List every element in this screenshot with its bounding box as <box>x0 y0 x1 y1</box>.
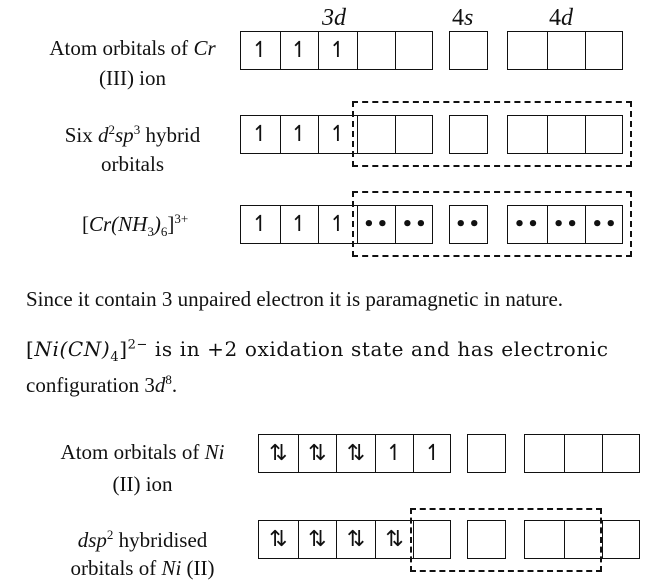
electron-up-icon: ↿ <box>251 212 270 237</box>
electron-pair-icon: ⇅ <box>269 527 288 552</box>
ni-atom-label: Atom orbitals of Ni <box>60 440 225 464</box>
cr-hybrid-label-2: orbitals <box>101 152 164 176</box>
cr-atom-4d-box <box>507 31 623 70</box>
ni-atom-4s-box <box>467 434 506 473</box>
electron-up-icon: ↿ <box>251 122 270 147</box>
hybrid-orbitals-dashed-outline <box>352 101 632 167</box>
empty-orbital <box>547 32 586 69</box>
cr-atom-label-2: (III) ion <box>98 66 167 90</box>
cr-atom-3d-box <box>240 31 433 70</box>
electron-up-icon: ↿ <box>318 206 357 243</box>
ni-hybrid-label: dsp$^2$ hybridised <box>77 527 208 552</box>
electron-up-icon: ↿ <box>280 32 319 69</box>
empty-orbital <box>564 435 603 472</box>
electron-up-icon: ↿ <box>280 116 319 153</box>
electron-up-icon: ↿ <box>280 206 319 243</box>
header-3d: 3d <box>322 5 346 31</box>
electron-pair-icon: ⇅ <box>375 521 414 558</box>
ligand-pair-dots-icon: •• <box>395 206 434 243</box>
electron-pair-icon: ⇅ <box>336 435 375 472</box>
ni-atom-4p-box <box>524 434 640 473</box>
complex-orbitals-dashed-outline <box>352 191 632 257</box>
ni-atom-3d-box <box>258 434 451 473</box>
electron-up-icon: ↿ <box>375 435 414 472</box>
header-4d: 4d <box>549 5 573 31</box>
ligand-pair-dots-icon: •• <box>454 214 482 235</box>
electron-up-icon: ↿ <box>251 38 270 63</box>
empty-orbital <box>357 32 396 69</box>
ni-oxidation-statement: $[Ni(CN)_4]^{2-}$ is in +2 oxidation state and has electronic <box>26 337 609 365</box>
ligand-pair-dots-icon: •• <box>357 206 396 243</box>
empty-orbital <box>585 32 624 69</box>
cr-complex-label: $[Cr(NH_3)_6]^{3+}$ <box>82 211 189 240</box>
dsp2-dashed-outline <box>410 508 602 572</box>
empty-orbital <box>602 521 641 558</box>
cr-atom-4s-box <box>449 31 488 70</box>
cr-hybrid-label: Six $d^2sp^3$ hybrid <box>64 122 201 147</box>
electron-pair-icon: ⇅ <box>269 441 288 466</box>
empty-orbital <box>602 435 641 472</box>
ni-configuration: configuration $3d^8$. <box>26 372 178 397</box>
empty-orbital <box>525 435 564 472</box>
paramagnetic-statement: Since it contain 3 unpaired electron it is paramagnetic in nature. <box>26 287 564 311</box>
ni-hybrid-label-2: orbitals of Ni (II) <box>70 556 215 580</box>
electron-up-icon: ↿ <box>318 32 357 69</box>
electron-up-icon: ↿ <box>413 435 452 472</box>
header-4s: 4s <box>452 5 474 31</box>
empty-orbital <box>395 32 434 69</box>
electron-pair-icon: ⇅ <box>298 521 337 558</box>
electron-pair-icon: ⇅ <box>336 521 375 558</box>
cr-atom-label: Atom orbitals of Cr <box>49 36 216 60</box>
ligand-pair-dots-icon: •• <box>547 206 586 243</box>
ligand-pair-dots-icon: •• <box>513 214 541 235</box>
electron-up-icon: ↿ <box>318 116 357 153</box>
ni-atom-label-2: (II) ion <box>112 472 173 496</box>
electron-pair-icon: ⇅ <box>298 435 337 472</box>
ligand-pair-dots-icon: •• <box>585 206 624 243</box>
empty-orbital <box>508 32 547 69</box>
